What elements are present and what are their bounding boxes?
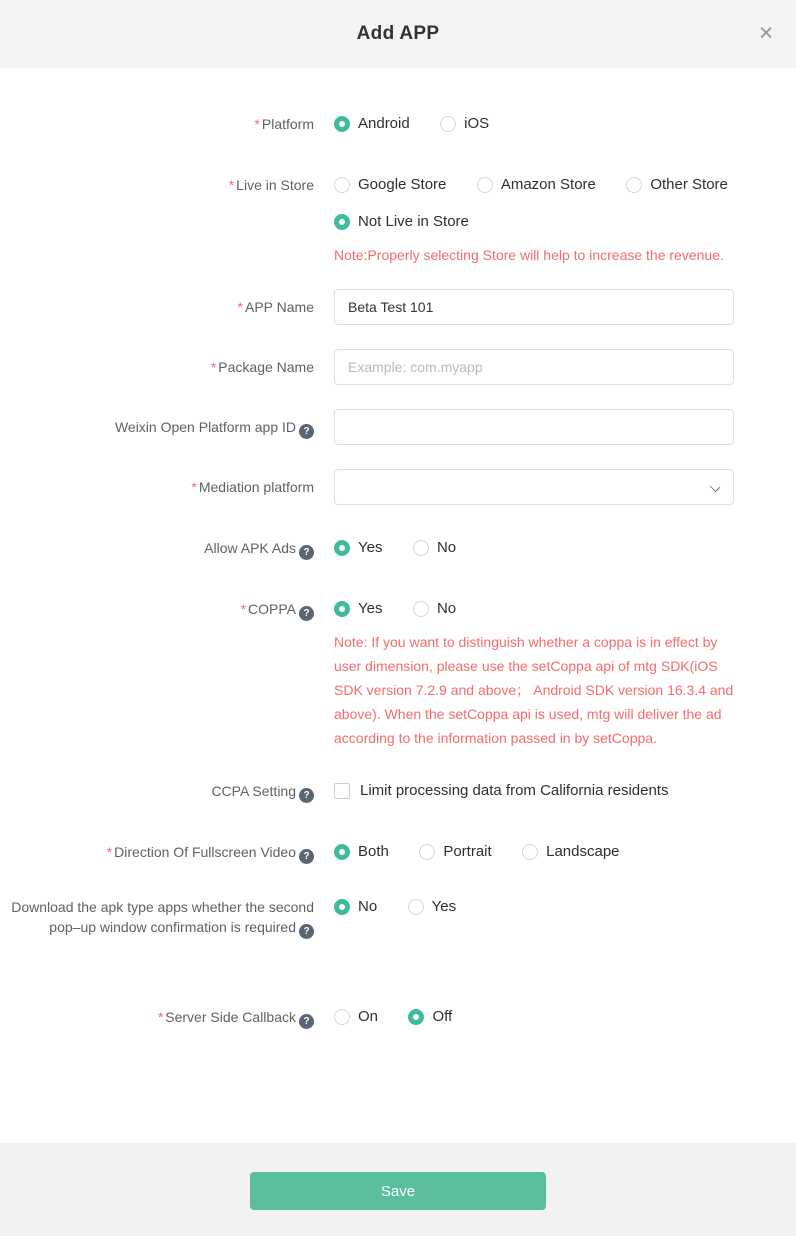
radio-direction-portrait[interactable] bbox=[419, 840, 491, 864]
required-asterisk: * bbox=[237, 299, 243, 315]
chevron-down-icon bbox=[710, 482, 720, 492]
dialog-title: Add APP bbox=[356, 23, 440, 44]
weixin-app-id-input[interactable] bbox=[334, 409, 734, 445]
radio-label: Off bbox=[432, 1008, 453, 1025]
radio-google-store[interactable] bbox=[334, 173, 446, 197]
radio-label: Android bbox=[358, 115, 410, 132]
allow-apk-ads-row bbox=[0, 536, 796, 561]
radio-label: No bbox=[436, 600, 457, 617]
required-asterisk: * bbox=[210, 359, 217, 375]
app-name-label: * APP Name bbox=[237, 299, 314, 315]
radio-selected-icon bbox=[408, 1009, 424, 1025]
ccpa-label: CCPA Setting ? bbox=[0, 779, 314, 803]
radio-label: Not Live in Store bbox=[358, 213, 469, 230]
server-callback-row bbox=[0, 1005, 796, 1030]
radio-selected-icon bbox=[334, 899, 350, 915]
radio-android[interactable] bbox=[334, 112, 410, 136]
radio-unselected-icon bbox=[334, 1009, 350, 1025]
mediation-platform-select[interactable] bbox=[334, 469, 734, 505]
radio-unselected-icon bbox=[626, 177, 642, 193]
mediation-platform-label: * Mediation platform bbox=[191, 479, 314, 495]
radio-label: Yes bbox=[358, 600, 383, 617]
radio-not-live-in-store[interactable] bbox=[334, 210, 469, 234]
radio-unselected-icon bbox=[408, 899, 424, 915]
store-note: Note:Properly selecting Store will help to increase the revenue. bbox=[334, 247, 724, 263]
radio-label: Amazon Store bbox=[500, 176, 596, 193]
radio-unselected-icon bbox=[419, 844, 435, 860]
radio-amazon-store[interactable] bbox=[477, 173, 596, 197]
radio-unselected-icon bbox=[413, 601, 429, 617]
dialog-header bbox=[0, 0, 796, 68]
radio-label: Portrait bbox=[443, 843, 492, 860]
coppa-note: Note: If you want to distinguish whether a coppa is in effect by user dimension, please use the setCoppa api of mtg SDK(iOS SDK version 7.2.9 and above； Android SDK version 16.3.4 and above). When the setCoppa api is used, mtg will deliver the ad according to the information passed in by setCoppa. bbox=[334, 634, 734, 746]
help-icon[interactable]: ? bbox=[299, 849, 314, 864]
radio-selected-icon bbox=[334, 540, 350, 556]
radio-label: Both bbox=[358, 843, 389, 860]
radio-selected-icon bbox=[334, 116, 350, 132]
required-asterisk: * bbox=[106, 844, 113, 860]
help-icon[interactable]: ? bbox=[299, 424, 314, 439]
direction-row bbox=[0, 840, 796, 865]
radio-selected-icon bbox=[334, 844, 350, 860]
app-name-input[interactable] bbox=[334, 289, 734, 325]
apk-confirm-label: Download the apk type apps whether the second pop–up window confirmation is required ? bbox=[11, 899, 314, 937]
package-name-row bbox=[0, 349, 796, 385]
server-callback-label: * Server Side Callback ? bbox=[0, 1005, 314, 1029]
radio-apk-confirm-no[interactable] bbox=[334, 895, 377, 919]
radio-label: No bbox=[436, 539, 457, 556]
checkbox-unchecked-icon bbox=[334, 783, 350, 799]
help-icon[interactable]: ? bbox=[299, 1014, 314, 1029]
required-asterisk: * bbox=[254, 116, 260, 132]
save-button[interactable]: Save bbox=[250, 1172, 546, 1210]
radio-ios[interactable] bbox=[440, 112, 489, 136]
app-name-row bbox=[0, 289, 796, 325]
required-asterisk: * bbox=[240, 601, 247, 617]
required-asterisk: * bbox=[228, 177, 235, 193]
platform-label: * Platform bbox=[254, 116, 314, 132]
radio-direction-landscape[interactable] bbox=[522, 840, 619, 864]
radio-label: iOS bbox=[464, 115, 490, 132]
radio-unselected-icon bbox=[413, 540, 429, 556]
live-in-store-options bbox=[334, 173, 734, 267]
package-name-label: * Package Name bbox=[210, 359, 314, 375]
radio-selected-icon bbox=[334, 601, 350, 617]
checkbox-label: Limit processing data from California residents bbox=[360, 782, 669, 799]
allow-apk-ads-label: Allow APK Ads ? bbox=[0, 536, 314, 560]
ccpa-checkbox[interactable] bbox=[334, 779, 668, 803]
coppa-row bbox=[0, 597, 796, 750]
apk-confirm-row bbox=[0, 895, 796, 939]
radio-unselected-icon bbox=[477, 177, 493, 193]
radio-label: Yes bbox=[358, 539, 383, 556]
radio-other-store[interactable] bbox=[626, 173, 728, 197]
radio-label: No bbox=[358, 898, 378, 915]
package-name-input[interactable] bbox=[334, 349, 734, 385]
platform-options bbox=[334, 112, 734, 137]
dialog-footer bbox=[0, 1143, 796, 1236]
radio-selected-icon bbox=[334, 214, 350, 230]
radio-unselected-icon bbox=[440, 116, 456, 132]
ccpa-row bbox=[0, 779, 796, 804]
radio-label: Google Store bbox=[358, 176, 447, 193]
radio-unselected-icon bbox=[334, 177, 350, 193]
help-icon[interactable]: ? bbox=[299, 924, 314, 939]
radio-coppa-yes[interactable] bbox=[334, 597, 382, 621]
weixin-app-id-label: Weixin Open Platform app ID ? bbox=[0, 409, 314, 439]
close-icon[interactable]: ✕ bbox=[758, 23, 774, 45]
help-icon[interactable]: ? bbox=[299, 788, 314, 803]
radio-label: Landscape bbox=[546, 843, 620, 860]
mediation-platform-row bbox=[0, 469, 796, 505]
radio-direction-both[interactable] bbox=[334, 840, 389, 864]
help-icon[interactable]: ? bbox=[299, 606, 314, 621]
live-in-store-row bbox=[0, 173, 796, 267]
radio-apk-ads-no[interactable] bbox=[413, 536, 456, 560]
weixin-app-id-row bbox=[0, 409, 796, 445]
help-icon[interactable]: ? bbox=[299, 545, 314, 560]
live-in-store-label: * Live in Store bbox=[228, 177, 314, 193]
platform-row bbox=[0, 112, 796, 137]
radio-callback-on[interactable] bbox=[334, 1005, 378, 1029]
coppa-label: * COPPA ? bbox=[0, 597, 314, 621]
dialog-body bbox=[0, 68, 796, 1030]
radio-apk-confirm-yes[interactable] bbox=[408, 895, 456, 919]
radio-coppa-no[interactable] bbox=[413, 597, 456, 621]
radio-label: Other Store bbox=[650, 176, 728, 193]
radio-callback-off[interactable] bbox=[408, 1005, 452, 1029]
required-asterisk: * bbox=[191, 479, 197, 495]
required-asterisk: * bbox=[157, 1009, 164, 1025]
radio-unselected-icon bbox=[522, 844, 538, 860]
direction-label: * Direction Of Fullscreen Video ? bbox=[0, 840, 314, 864]
radio-label: On bbox=[358, 1008, 379, 1025]
radio-label: Yes bbox=[431, 898, 457, 915]
radio-apk-ads-yes[interactable] bbox=[334, 536, 382, 560]
